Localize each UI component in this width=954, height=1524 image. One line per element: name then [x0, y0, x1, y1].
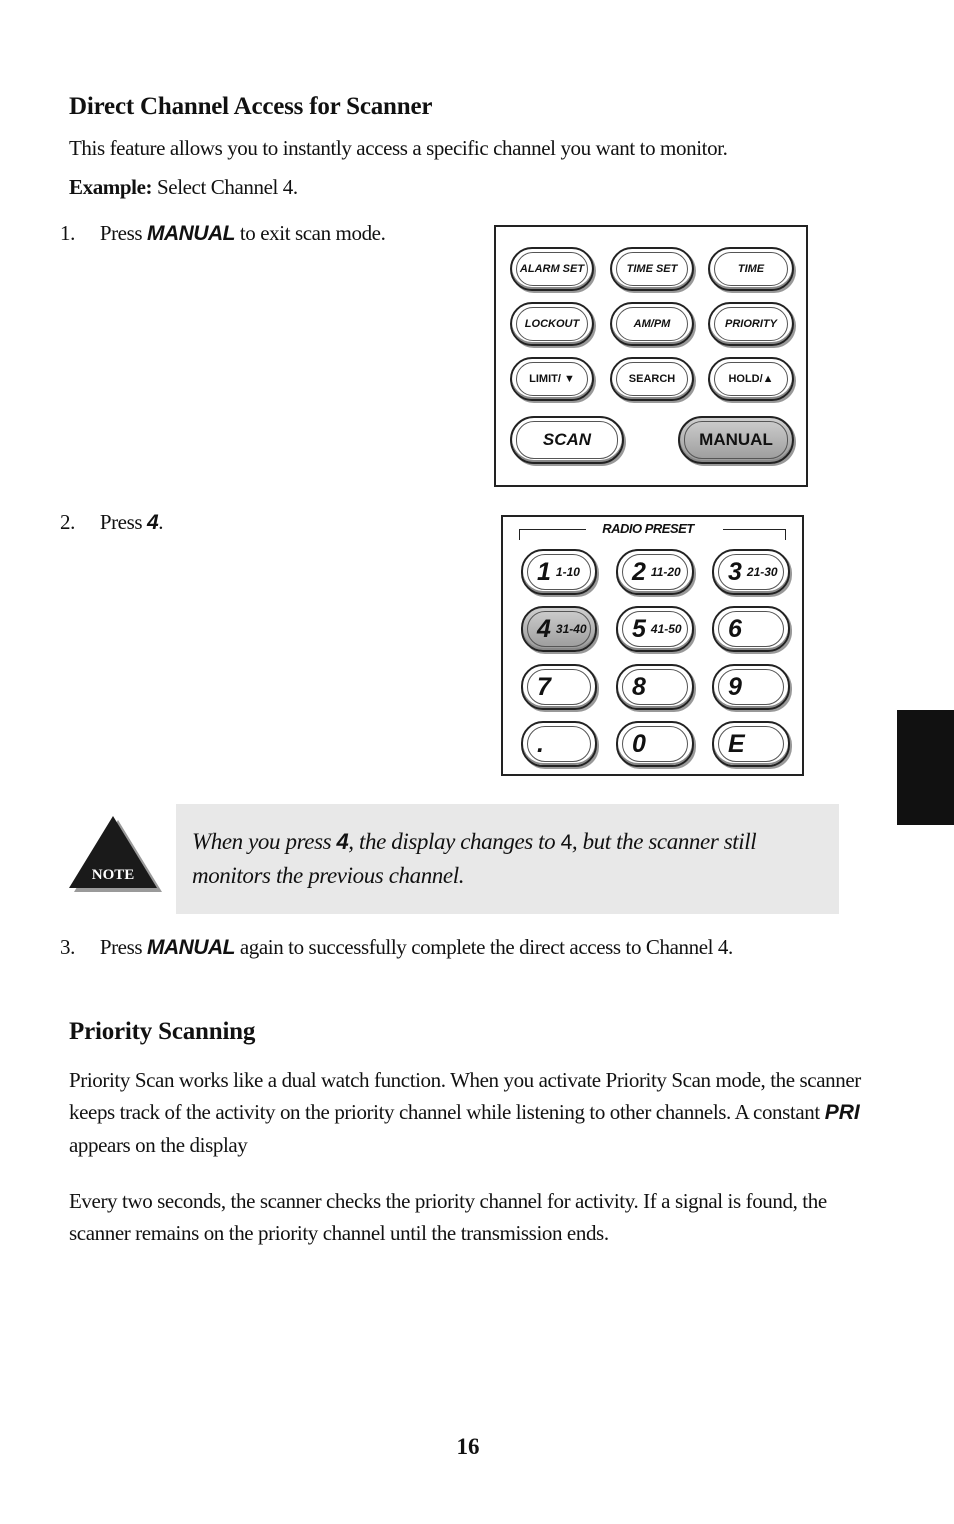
step-text-pre: Press [99, 935, 148, 959]
digit: 7 [537, 672, 550, 701]
p1-text-post: appears on the display [69, 1133, 248, 1157]
example-text: Select Channel 4. [152, 175, 298, 199]
step-text-post: again to successfully complete the direct access to Channel 4. [235, 935, 733, 959]
time-set-key[interactable]: TIME SET [610, 247, 694, 291]
key-9[interactable] [712, 664, 790, 710]
time-key[interactable]: TIME [708, 247, 794, 291]
limit-down-key[interactable]: LIMIT/ ▼ [510, 357, 594, 401]
key-8[interactable] [616, 664, 694, 710]
digit: 4 [537, 614, 550, 643]
step-text-post: . [158, 510, 164, 534]
key-1[interactable] [521, 549, 597, 595]
page-number: 16 [456, 1434, 480, 1459]
digit: 9 [728, 672, 741, 701]
section-title-priority-scanning: Priority Scanning [69, 1018, 256, 1045]
step-number: 1. [60, 221, 75, 245]
key-3[interactable] [712, 549, 790, 595]
scan-key[interactable]: SCAN [510, 416, 624, 464]
note-mid: , the display changes to [348, 829, 561, 854]
range: 41-50 [650, 622, 682, 636]
bracket-left [519, 529, 586, 540]
section-tab-marker [897, 710, 954, 825]
digit: 0 [632, 729, 645, 758]
step-text-pre: Press [99, 510, 148, 534]
range: 21-30 [746, 565, 778, 579]
key-4[interactable] [521, 606, 597, 652]
radio-preset-title: RADIO PRESET [602, 521, 694, 536]
digit: 2 [632, 557, 645, 586]
key-7[interactable] [521, 664, 597, 710]
digit: 1 [537, 557, 550, 586]
key-0[interactable] [616, 721, 694, 767]
pri-display-icon: PRI [824, 1101, 860, 1124]
digit: E [728, 729, 744, 758]
step-key-manual: MANUAL [147, 222, 235, 245]
range: 31-40 [555, 622, 587, 636]
note-pre: When you press [192, 829, 337, 854]
step-3 [60, 931, 890, 964]
key-dot[interactable] [521, 721, 597, 767]
key-2[interactable] [616, 549, 694, 595]
note-line2: monitors the previous channel. [192, 863, 465, 888]
step-1 [60, 217, 385, 250]
manual-key[interactable]: MANUAL [678, 416, 794, 464]
range: 11-20 [650, 565, 681, 579]
step-text-post: to exit scan mode. [235, 221, 386, 245]
step-text-pre: Press [99, 221, 148, 245]
radio-preset-panel [501, 515, 804, 776]
priority-paragraph-2: Every two seconds, the scanner checks the priority channel for activity. If a signal is found, the scanner remains on the priority channel until the transmission ends. [69, 1189, 827, 1245]
p1-text-pre: Priority Scan works like a dual watch function. When you activate Priority Scan mode, the scanner keeps track of the activity on the priority channel while listening to other channels. A constant [69, 1068, 861, 1124]
example-line [69, 171, 298, 203]
key-5[interactable] [616, 606, 694, 652]
alarm-set-key[interactable]: ALARM SET [510, 247, 594, 291]
priority-key[interactable]: PRIORITY [708, 302, 794, 346]
intro-paragraph: This feature allows you to instantly access a specific channel you want to monitor. [69, 136, 728, 160]
scanner-control-panel [494, 225, 808, 487]
lockout-key[interactable]: LOCKOUT [510, 302, 594, 346]
key-6[interactable] [712, 606, 790, 652]
digit: 5 [632, 614, 645, 643]
digit: 3 [728, 557, 741, 586]
step-key-manual: MANUAL [147, 936, 235, 959]
example-label: Example: [69, 175, 153, 199]
note-triangle-icon [62, 812, 164, 894]
step-key-4: 4 [147, 511, 159, 534]
note-text [192, 825, 832, 892]
am-pm-key[interactable]: AM/PM [610, 302, 694, 346]
note-badge-text: NOTE [91, 867, 135, 883]
priority-paragraph-1 [69, 1064, 884, 1161]
step-number: 3. [60, 935, 75, 959]
step-number: 2. [60, 510, 75, 534]
section-title-direct-channel: Direct Channel Access for Scanner [69, 93, 433, 120]
bracket-right [723, 529, 786, 540]
hold-up-key[interactable]: HOLD/▲ [708, 357, 794, 401]
search-key[interactable]: SEARCH [610, 357, 694, 401]
note-post: , but the scanner still [571, 829, 757, 854]
key-e[interactable] [712, 721, 790, 767]
note-display-value: 4 [560, 831, 572, 854]
range: 1-10 [555, 565, 580, 579]
step-2 [60, 506, 163, 539]
digit: 8 [632, 672, 645, 701]
digit: . [537, 729, 543, 758]
digit: 6 [728, 614, 741, 643]
note-key-4: 4 [336, 829, 349, 854]
